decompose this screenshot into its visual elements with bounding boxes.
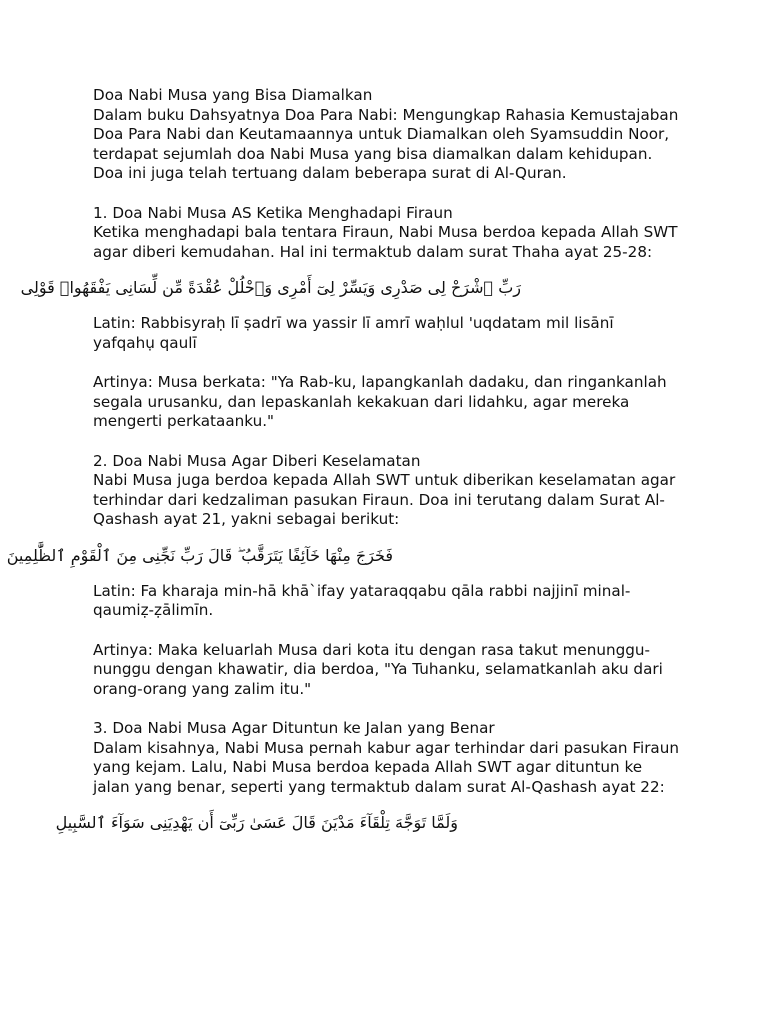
section-3-body: Dalam kisahnya, Nabi Musa pernah kabur agar terhindar dari pasukan Firaun yang kejam. Lalu, Nabi Musa berdoa kepada Allah SWT agar dituntun ke jalan yang benar, seperti yang termaktub dalam surat Al-Qashash ayat 22: <box>93 738 679 796</box>
section-2-body: Nabi Musa juga berdoa kepada Allah SWT untuk diberikan keselamatan agar terhindar dari kedzaliman pasukan Firaun. Doa ini terutang dalam Surat Al-Qashash ayat 21, yakni sebagai berikut: <box>93 471 676 529</box>
section-1-arabic: رَبِّ ٱشْرَحْ لِى صَدْرِى وَيَسِّرْ لِىٓ أَمْرِى وَٱحْلُلْ عُقْدَةً مِّن لِّسَانِى يَفْقَهُوا۟ قَوْلِى <box>20 278 521 298</box>
intro-paragraph: Dalam buku Dahsyatnya Doa Para Nabi: Mengungkap Rahasia Kemustajaban Doa Para Nabi dan Keutamaannya untuk Diamalkan oleh Syamsuddin Noor, terdapat sejumlah doa Nabi Musa yang bisa diamalkan dalam kehidupan. Doa ini juga telah tertuang dalam beberapa surat di Al-Quran. <box>93 105 679 183</box>
section-1-artinya: Artinya: Musa berkata: "Ya Rab-ku, lapangkanlah dadaku, dan ringankanlah segala urusanku, dan lepaskanlah kekakuan dari lidahku, agar mereka mengerti perkataanku." <box>93 373 667 431</box>
section-2-latin: Latin: Fa kharaja min-hā khā`ifay yataraqqabu qāla rabbi najjinī minal-qaumiẓ-ẓālimīn. <box>93 581 631 620</box>
section-2-heading: 2. Doa Nabi Musa Agar Diberi Keselamatan <box>93 451 421 470</box>
section-2-artinya: Artinya: Maka keluarlah Musa dari kota itu dengan rasa takut menunggu-nunggu dengan khawatir, dia berdoa, "Ya Tuhanku, selamatkanlah aku dari orang-orang yang zalim itu." <box>93 640 663 698</box>
document-title: Doa Nabi Musa yang Bisa Diamalkan <box>93 86 373 104</box>
section-1-heading: 1. Doa Nabi Musa AS Ketika Menghadapi Firaun <box>93 203 453 222</box>
section-1-body: Ketika menghadapi bala tentara Firaun, Nabi Musa berdoa kepada Allah SWT agar diberi kemudahan. Hal ini termaktub dalam surat Thaha ayat 25-28: <box>93 223 678 261</box>
section-3-heading: 3. Doa Nabi Musa Agar Dituntun ke Jalan yang Benar <box>93 719 495 738</box>
section-2-arabic: فَخَرَجَ مِنْهَا خَآئِفًا يَتَرَقَّبُ ۖ قَالَ رَبِّ نَجِّنِى مِنَ ٱلْقَوْمِ ٱلظَّٰلِمِينَ <box>6 545 393 565</box>
section-1-latin: Latin: Rabbisyraḥ lī ṣadrī wa yassir lī amrī waḥlul 'uqdatam mil lisānī yafqahụ qaulī <box>93 314 614 352</box>
section-3-arabic: وَلَمَّا تَوَجَّهَ تِلْقَآءَ مَدْيَنَ قَالَ عَسَىٰ رَبِّىٓ أَن يَهْدِيَنِى سَوَآءَ ٱلسَّبِيلِ <box>55 813 458 833</box>
